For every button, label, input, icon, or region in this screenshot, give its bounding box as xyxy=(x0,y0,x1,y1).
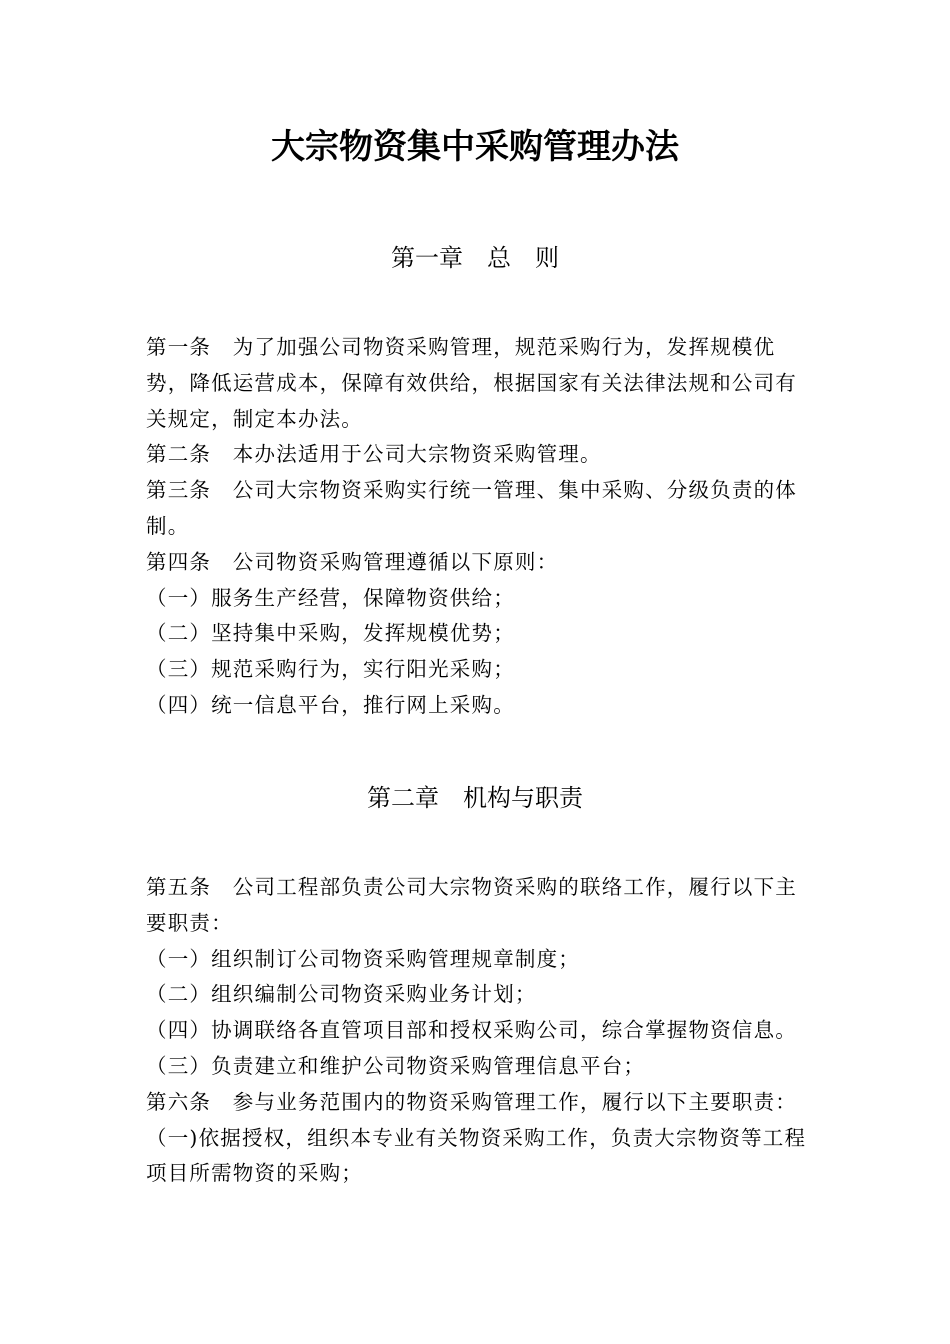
chapter-2-body xyxy=(146,870,816,1192)
article-4-item-2: （二）坚持集中采购，发挥规模优势； xyxy=(146,621,515,646)
article-2: 第二条 本办法适用于公司大宗物资采购管理。 xyxy=(146,442,602,467)
chapter-heading-2: 第二章 机构与职责 xyxy=(367,784,583,812)
article-3: 第三条 公司大宗物资采购实行统一管理、集中采购、分级负责的体制。 xyxy=(146,478,797,538)
article-6: 第六条 参与业务范围内的物资采购管理工作，履行以下主要职责： xyxy=(146,1089,797,1114)
article-5-item-3: （三）负责建立和维护公司物资采购管理信息平台； xyxy=(146,1053,646,1078)
article-5-item-1: （一）组织制订公司物资采购管理规章制度； xyxy=(146,946,580,971)
article-5-item-2: （二）组织编制公司物资采购业务计划； xyxy=(146,982,537,1007)
article-4-item-4: （四）统一信息平台，推行网上采购。 xyxy=(146,692,515,717)
chapter-1-body xyxy=(146,330,816,724)
article-1: 第一条 为了加强公司物资采购管理，规范采购行为，发挥规模优势，降低运营成本，保障有效供给，根据国家有关法律法规和公司有关规定，制定本办法。 xyxy=(146,335,797,431)
article-4-item-1: （一）服务生产经营，保障物资供给； xyxy=(146,585,515,610)
article-5-item-4: （四）协调联络各直管项目部和授权采购公司，综合掌握物资信息。 xyxy=(146,1018,797,1043)
chapter-heading-1: 第一章 总 则 xyxy=(391,244,559,272)
article-4: 第四条 公司物资采购管理遵循以下原则： xyxy=(146,549,559,574)
document-title: 大宗物资集中采购管理办法 xyxy=(271,127,679,167)
article-4-item-3: （三）规范采购行为，实行阳光采购； xyxy=(146,657,515,682)
article-5: 第五条 公司工程部负责公司大宗物资采购的联络工作，履行以下主要职责： xyxy=(146,875,797,935)
article-6-item-1: （一)依据授权，组织本专业有关物资采购工作，负责大宗物资等工程项目所需物资的采购； xyxy=(146,1125,807,1186)
